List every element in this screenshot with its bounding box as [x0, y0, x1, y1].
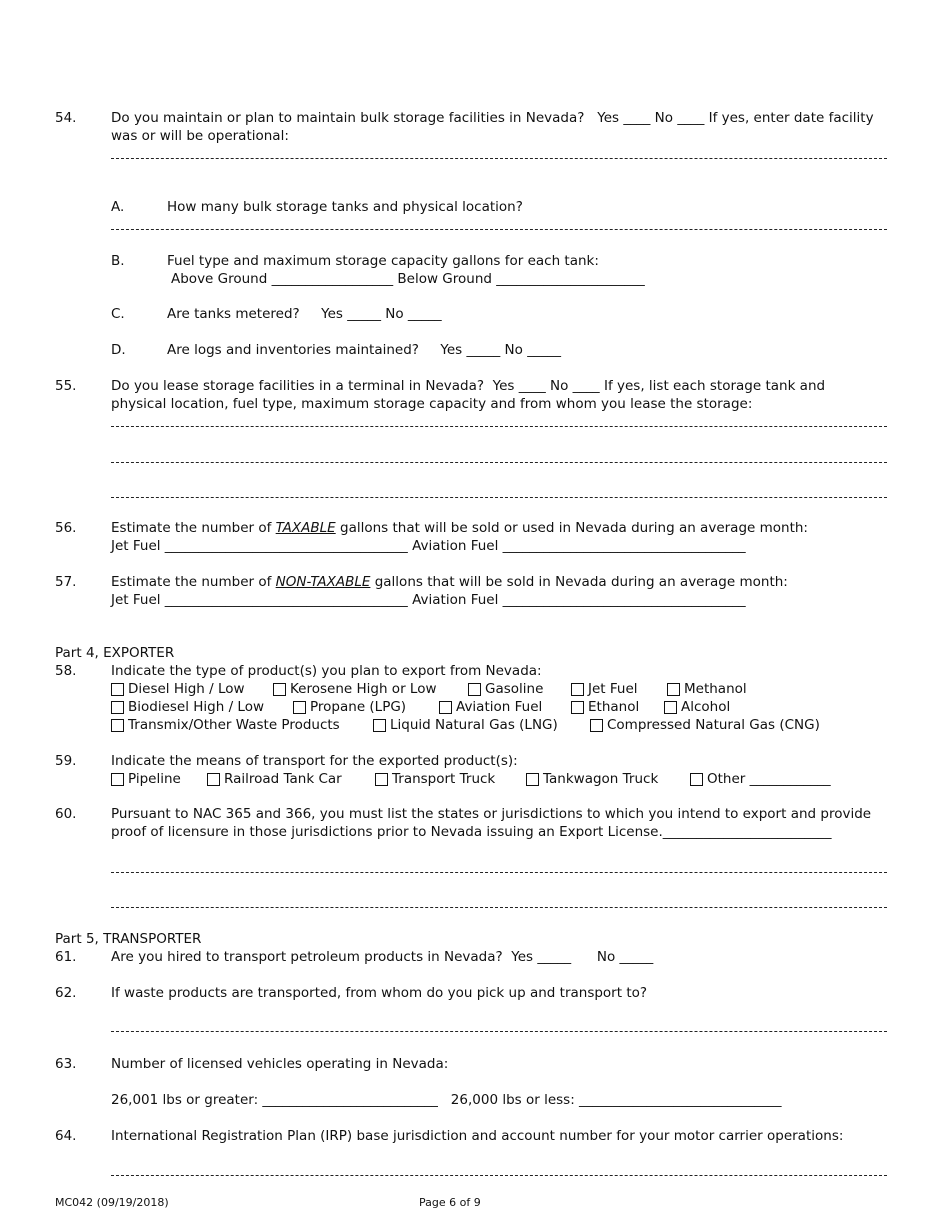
checkbox-label: Kerosene High or Low — [290, 681, 437, 697]
q58-text: Indicate the type of product(s) you plan to export from Nevada: — [111, 663, 542, 679]
q55-answer-line-3[interactable] — [111, 497, 887, 498]
q61-text[interactable]: Are you hired to transport petroleum products in Nevada? Yes _____ No _____ — [111, 949, 654, 965]
q59-text: Indicate the means of transport for the exported product(s): — [111, 753, 518, 769]
q56-fields[interactable]: Jet Fuel ____________________________________ Aviation Fuel ____________________________________ — [111, 538, 746, 554]
checkbox-label: Pipeline — [128, 771, 181, 787]
q63-number: 63. — [55, 1056, 77, 1072]
checkbox-gasoline[interactable] — [468, 680, 543, 698]
checkbox-label: Tankwagon Truck — [543, 771, 659, 787]
checkbox-label: Transport Truck — [392, 771, 496, 787]
q54c-letter: C. — [111, 306, 125, 322]
checkbox-label: Compressed Natural Gas (CNG) — [607, 717, 820, 733]
q55-answer-line-2[interactable] — [111, 462, 887, 463]
checkbox-box[interactable] — [375, 773, 388, 786]
checkbox-label: Transmix/Other Waste Products — [128, 717, 340, 733]
q54d-text[interactable]: Are logs and inventories maintained? Yes _____ No _____ — [167, 342, 561, 358]
checkbox-label: Diesel High / Low — [128, 681, 245, 697]
checkbox-propane[interactable] — [293, 698, 406, 716]
checkbox-box[interactable] — [590, 719, 603, 732]
q57-line1 — [111, 573, 788, 591]
q62-number: 62. — [55, 985, 77, 1001]
checkbox-aviation-fuel[interactable] — [439, 698, 542, 716]
q57-pre: Estimate the number of — [111, 574, 276, 590]
checkbox-box[interactable] — [664, 701, 677, 714]
q57-post: gallons that will be sold in Nevada during an average month: — [370, 574, 788, 590]
q61-number: 61. — [55, 949, 77, 965]
checkbox-box[interactable] — [111, 773, 124, 786]
checkbox-methanol[interactable] — [667, 680, 747, 698]
checkbox-box[interactable] — [111, 701, 124, 714]
q54-answer-line[interactable] — [111, 158, 887, 159]
checkbox-box[interactable] — [526, 773, 539, 786]
checkbox-box[interactable] — [690, 773, 703, 786]
checkbox-tankwagon[interactable] — [526, 770, 658, 788]
q55-line1: Do you lease storage facilities in a terminal in Nevada? Yes ____ No ____ If yes, list each storage tank and — [111, 378, 826, 394]
checkbox-ethanol[interactable] — [571, 698, 639, 716]
checkbox-lng[interactable] — [373, 716, 558, 734]
part5-heading: Part 5, TRANSPORTER — [55, 931, 202, 947]
q56-number: 56. — [55, 520, 77, 536]
checkbox-label: Railroad Tank Car — [224, 771, 342, 787]
q54a-letter: A. — [111, 199, 125, 215]
q55-answer-line-1[interactable] — [111, 426, 887, 427]
q57-fields[interactable]: Jet Fuel ____________________________________ Aviation Fuel ____________________________________ — [111, 592, 746, 608]
q62-answer-line[interactable] — [111, 1031, 887, 1032]
q54b-fields[interactable]: Above Ground __________________ Below Ground ______________________ — [171, 271, 645, 287]
checkbox-biodiesel[interactable] — [111, 698, 264, 716]
footer-form-id: MC042 (09/19/2018) — [55, 1196, 169, 1209]
q56-taxable: TAXABLE — [275, 520, 336, 536]
q57-number: 57. — [55, 574, 77, 590]
checkbox-transmix[interactable] — [111, 716, 340, 734]
q60-number: 60. — [55, 806, 77, 822]
q59-number: 59. — [55, 753, 77, 769]
checkbox-transport-truck[interactable] — [375, 770, 495, 788]
checkbox-alcohol[interactable] — [664, 698, 730, 716]
q55-number: 55. — [55, 378, 77, 394]
checkbox-pipeline[interactable] — [111, 770, 181, 788]
q60-answer-line-1[interactable] — [111, 872, 887, 873]
checkbox-label: Gasoline — [485, 681, 544, 697]
q54a-answer-line[interactable] — [111, 229, 887, 230]
q54b-text: Fuel type and maximum storage capacity gallons for each tank: — [167, 253, 599, 269]
checkbox-label: Liquid Natural Gas (LNG) — [390, 717, 558, 733]
checkbox-box[interactable] — [571, 701, 584, 714]
part4-heading: Part 4, EXPORTER — [55, 645, 175, 661]
q54-number: 54. — [55, 110, 77, 126]
footer-page-number: Page 6 of 9 — [419, 1196, 481, 1209]
q54-line1: Do you maintain or plan to maintain bulk storage facilities in Nevada? Yes ____ No ____ If yes, enter date facility — [111, 110, 874, 126]
checkbox-diesel[interactable] — [111, 680, 245, 698]
checkbox-box[interactable] — [373, 719, 386, 732]
q64-number: 64. — [55, 1128, 77, 1144]
q60-line1: Pursuant to NAC 365 and 366, you must list the states or jurisdictions to which you intend to export and provide — [111, 806, 872, 822]
checkbox-other[interactable] — [690, 770, 831, 788]
q56-line1 — [111, 519, 808, 537]
checkbox-label: Jet Fuel — [588, 681, 638, 697]
checkbox-box[interactable] — [111, 719, 124, 732]
q64-text: International Registration Plan (IRP) base jurisdiction and account number for your motor carrier operations: — [111, 1128, 844, 1144]
q56-post: gallons that will be sold or used in Nevada during an average month: — [335, 520, 808, 536]
checkbox-label: Aviation Fuel — [456, 699, 543, 715]
q60-answer-line-2[interactable] — [111, 907, 887, 908]
checkbox-label: Methanol — [684, 681, 747, 697]
checkbox-box[interactable] — [273, 683, 286, 696]
q54b-letter: B. — [111, 253, 125, 269]
checkbox-label: Ethanol — [588, 699, 640, 715]
checkbox-box[interactable] — [571, 683, 584, 696]
checkbox-label: Propane (LPG) — [310, 699, 407, 715]
q56-pre: Estimate the number of — [111, 520, 276, 536]
q54a-text: How many bulk storage tanks and physical location? — [167, 199, 523, 215]
checkbox-cng[interactable] — [590, 716, 820, 734]
checkbox-label: Alcohol — [681, 699, 731, 715]
checkbox-railroad[interactable] — [207, 770, 342, 788]
checkbox-box[interactable] — [207, 773, 220, 786]
q64-answer-line[interactable] — [111, 1175, 887, 1176]
q63-text: Number of licensed vehicles operating in Nevada: — [111, 1056, 449, 1072]
q62-text: If waste products are transported, from whom do you pick up and transport to? — [111, 985, 648, 1001]
q55-line2: physical location, fuel type, maximum storage capacity and from whom you lease the storage: — [111, 396, 753, 412]
q54-line2: was or will be operational: — [111, 128, 289, 144]
checkbox-label: Biodiesel High / Low — [128, 699, 265, 715]
checkbox-box[interactable] — [111, 683, 124, 696]
checkbox-box[interactable] — [468, 683, 481, 696]
checkbox-box[interactable] — [439, 701, 452, 714]
q63-fields[interactable]: 26,001 lbs or greater: __________________________ 26,000 lbs or less: ______________________________ — [111, 1092, 782, 1108]
checkbox-box[interactable] — [293, 701, 306, 714]
checkbox-kerosene[interactable] — [273, 680, 437, 698]
q54c-text[interactable]: Are tanks metered? Yes _____ No _____ — [167, 306, 442, 322]
q57-non-taxable: NON-TAXABLE — [275, 574, 371, 590]
checkbox-label: Other ____________ — [707, 771, 831, 787]
q54d-letter: D. — [111, 342, 126, 358]
q60-line2[interactable]: proof of licensure in those jurisdictions prior to Nevada issuing an Export License._________________________ — [111, 824, 832, 840]
q58-number: 58. — [55, 663, 77, 679]
checkbox-jet-fuel[interactable] — [571, 680, 638, 698]
checkbox-box[interactable] — [667, 683, 680, 696]
